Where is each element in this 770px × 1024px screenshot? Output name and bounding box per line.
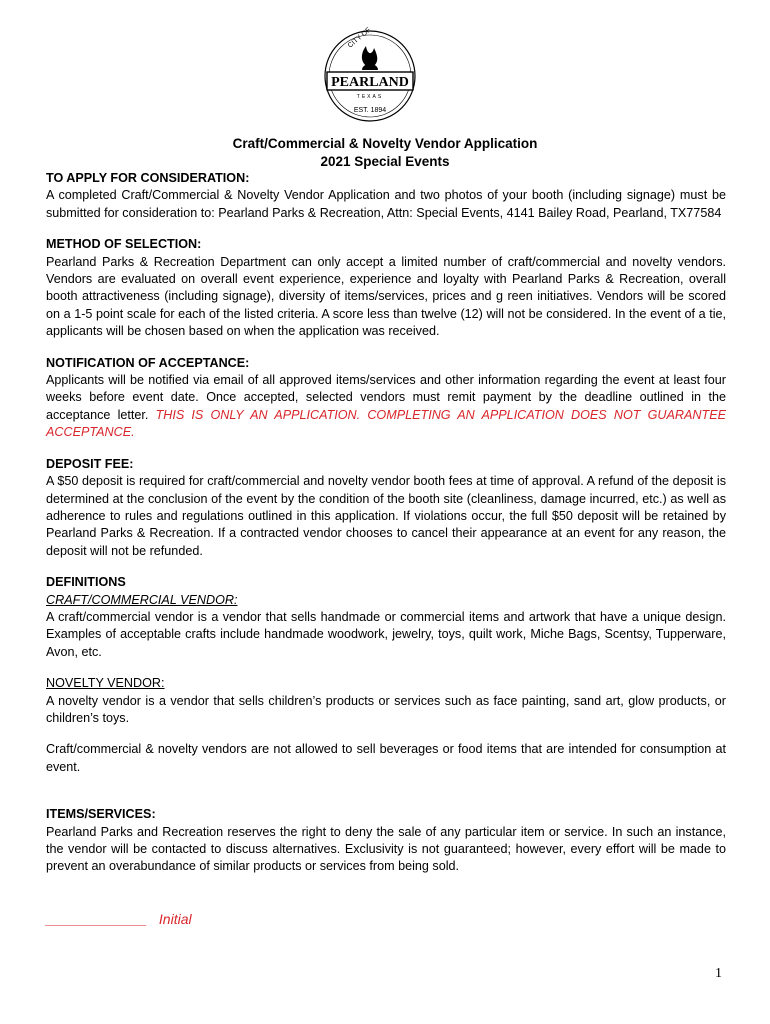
definitions-note: Craft/commercial & novelty vendors are not allowed to sell beverages or food items that are intended for consumption at event.	[46, 742, 726, 774]
document-body	[46, 170, 726, 876]
initial-label: Initial	[158, 911, 192, 927]
logo-est: EST. 1894	[353, 107, 387, 114]
notification-heading: NOTIFICATION OF ACCEPTANCE:	[46, 355, 250, 370]
craft-vendor-label: CRAFT/COMMERCIAL VENDOR:	[46, 592, 238, 607]
craft-vendor-text: A craft/commercial vendor is a vendor that sells handmade or commercial items and artwork that have a unique design. Examples of acceptable crafts include handmade woodwork, jewelry, toys, quilt work, Miche Bags, Scentsy, Tupperware, Avon, etc.	[46, 609, 726, 659]
initial-blank[interactable]: _____________	[46, 911, 148, 927]
items-text: Pearland Parks and Recreation reserves the right to deny the sale of any particular item or service. In such an instance, the vendor will be contacted to discuss alternatives. Exclusivity is not guaranteed; however, every effort will be made to prevent an overabundance of similar products or services from being sold.	[46, 824, 726, 874]
notification-text: Applicants will be notified via email of all approved items/services and other information regarding the event at least four weeks before event date. Once accepted, selected vendors must remit payment by the deadline outlined in the acceptance letter.	[46, 373, 726, 422]
definitions-heading: DEFINITIONS	[46, 575, 126, 590]
deposit-heading: DEPOSIT FEE:	[46, 456, 134, 471]
apply-heading: TO APPLY FOR CONSIDERATION:	[46, 171, 250, 185]
selection-heading: METHOD OF SELECTION:	[46, 237, 202, 252]
pearland-city-logo	[320, 26, 420, 122]
items-heading: ITEMS/SERVICES:	[46, 807, 156, 822]
logo-state: TEXAS	[356, 94, 384, 100]
apply-text: A completed Craft/Commercial & Novelty Vendor Application and two photos of your booth (including signage) must be submitted for consideration to: Pearland Parks & Recreation, Attn: Special Events, 4141 Bailey Road, Pearland, TX77584	[46, 188, 726, 220]
novelty-vendor-text: A novelty vendor is a vendor that sells children’s products or services such as face painting, sand art, glow products, or children’s toys.	[46, 693, 726, 725]
title-line-2: 2021 Special Events	[320, 154, 450, 169]
selection-text: Pearland Parks & Recreation Department can only accept a limited number of craft/commercial and novelty vendors. Vendors are evaluated on overall event experience, experience and loyalty with Pearland Parks & Recreation, overall booth attractiveness (including signage), diversity of items/services, prices and g reen initiatives. Vendors will be scored on a 1-5 point scale for each of the listed criteria. A score less than twelve (12) will not be considered. In the event of a tie, applicants will be chosen based on when the application was received.	[46, 254, 726, 339]
notification-warning: THIS IS ONLY AN APPLICATION. COMPLETING AN APPLICATION DOES NOT GUARANTEE ACCEPTANCE.	[46, 407, 726, 440]
novelty-vendor-label: NOVELTY VENDOR:	[46, 676, 165, 691]
page-number: 1	[715, 966, 722, 981]
title-line-1: Craft/Commercial & Novelty Vendor Application	[232, 136, 538, 151]
deposit-text: A $50 deposit is required for craft/commercial and novelty vendor booth fees at time of approval. A refund of the deposit is determined at the conclusion of the event by the condition of the booth site (cleanliness, damage incurred, etc.) as well as adherence to rules and regulations outlined in this application. If violations occur, the full $50 deposit will be retained by Pearland Parks & Recreation. If a contracted vendor chooses to cancel their appearance at an event for any reason, the deposit will not be refunded.	[46, 474, 726, 558]
initial-field[interactable]	[46, 911, 192, 927]
logo-name: PEARLAND	[331, 75, 409, 90]
notification-paragraph	[46, 372, 726, 442]
logo-top-text: CITY OF	[346, 26, 373, 50]
